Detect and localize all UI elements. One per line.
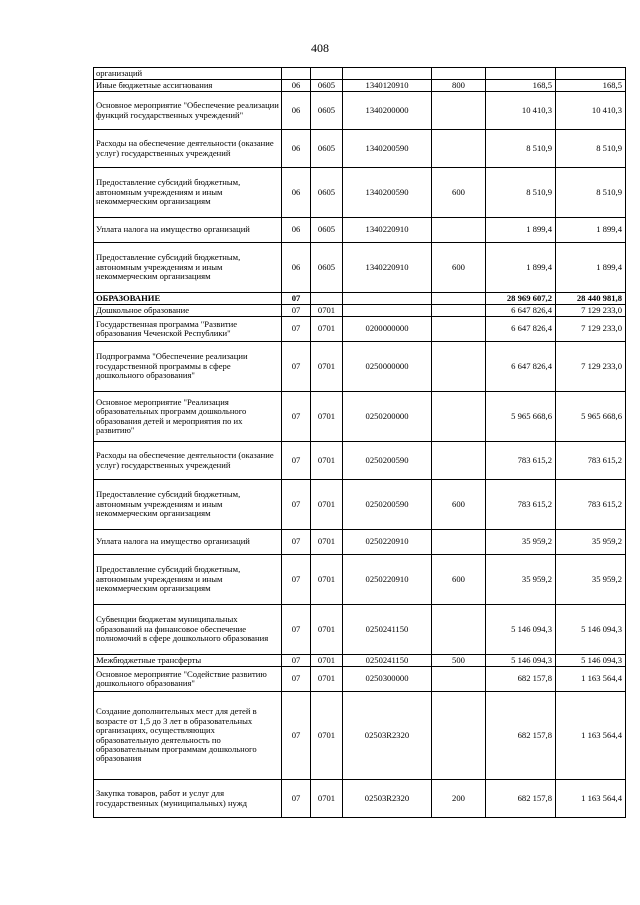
row-value-year1-cell: 682 157,8: [486, 692, 556, 780]
row-subsection-cell: 0701: [311, 605, 343, 655]
row-value-year2-cell: 1 899,4: [556, 243, 626, 293]
row-subsection-cell: 0701: [311, 667, 343, 692]
row-subsection-cell: 0701: [311, 780, 343, 818]
row-value-year2-cell: 1 163 564,4: [556, 692, 626, 780]
row-target-code-cell: [343, 68, 432, 80]
row-subsection-cell: 0701: [311, 342, 343, 392]
row-expense-type-cell: [432, 530, 486, 555]
table-row: [94, 168, 626, 218]
row-expense-type-cell: [432, 317, 486, 342]
row-value-year2-cell: 35 959,2: [556, 555, 626, 605]
row-target-code-cell: 02503R2320: [343, 692, 432, 780]
row-value-year2-cell: 7 129 233,0: [556, 317, 626, 342]
row-subsection-cell: 0701: [311, 480, 343, 530]
table-row: [94, 68, 626, 80]
row-section-cell: 06: [282, 243, 311, 293]
row-expense-type-cell: [432, 305, 486, 317]
row-name-cell: Расходы на обеспечение деятельности (оказание услуг) государственных учреждений: [94, 130, 282, 168]
row-target-code-cell: 1340120910: [343, 80, 432, 92]
row-expense-type-cell: [432, 218, 486, 243]
budget-table-body: [94, 68, 626, 818]
row-subsection-cell: 0605: [311, 80, 343, 92]
row-expense-type-cell: [432, 392, 486, 442]
row-name-cell: Создание дополнительных мест для детей в возрасте от 1,5 до 3 лет в образовательных организациях, осуществляющих образовательную деятельность по образовательным программам дошкольного образования: [94, 692, 282, 780]
row-value-year1-cell: [486, 68, 556, 80]
row-value-year1-cell: 28 969 607,2: [486, 293, 556, 305]
row-value-year2-cell: 35 959,2: [556, 530, 626, 555]
table-row: [94, 317, 626, 342]
row-value-year2-cell: 5 146 094,3: [556, 605, 626, 655]
table-row: [94, 667, 626, 692]
row-section-cell: 07: [282, 342, 311, 392]
row-name-cell: Уплата налога на имущество организаций: [94, 530, 282, 555]
row-expense-type-cell: 200: [432, 780, 486, 818]
row-value-year2-cell: 168,5: [556, 80, 626, 92]
row-section-cell: 07: [282, 317, 311, 342]
row-subsection-cell: 0701: [311, 317, 343, 342]
row-expense-type-cell: [432, 667, 486, 692]
row-name-cell: Основное мероприятие "Обеспечение реализации функций государственных учреждений": [94, 92, 282, 130]
row-section-cell: 07: [282, 392, 311, 442]
row-subsection-cell: 0605: [311, 168, 343, 218]
row-expense-type-cell: 600: [432, 480, 486, 530]
budget-table: [93, 67, 626, 818]
row-value-year2-cell: 1 163 564,4: [556, 780, 626, 818]
row-expense-type-cell: 800: [432, 80, 486, 92]
row-value-year2-cell: 28 440 981,8: [556, 293, 626, 305]
row-subsection-cell: 0605: [311, 130, 343, 168]
row-target-code-cell: 1340220910: [343, 218, 432, 243]
row-section-cell: 07: [282, 530, 311, 555]
row-expense-type-cell: [432, 605, 486, 655]
row-expense-type-cell: 600: [432, 243, 486, 293]
row-value-year1-cell: 1 899,4: [486, 218, 556, 243]
row-subsection-cell: 0701: [311, 305, 343, 317]
table-row: [94, 480, 626, 530]
row-name-cell: Уплата налога на имущество организаций: [94, 218, 282, 243]
row-value-year2-cell: [556, 68, 626, 80]
row-expense-type-cell: [432, 342, 486, 392]
row-expense-type-cell: 500: [432, 655, 486, 667]
table-row: [94, 218, 626, 243]
table-row: [94, 555, 626, 605]
row-name-cell: Расходы на обеспечение деятельности (оказание услуг) государственных учреждений: [94, 442, 282, 480]
row-expense-type-cell: [432, 92, 486, 130]
row-section-cell: 06: [282, 218, 311, 243]
table-row: [94, 293, 626, 305]
table-row: [94, 605, 626, 655]
row-target-code-cell: 02503R2320: [343, 780, 432, 818]
row-expense-type-cell: [432, 692, 486, 780]
row-name-cell: ОБРАЗОВАНИЕ: [94, 293, 282, 305]
row-section-cell: 07: [282, 555, 311, 605]
table-row: [94, 692, 626, 780]
row-target-code-cell: 0250241150: [343, 655, 432, 667]
row-section-cell: 07: [282, 780, 311, 818]
row-expense-type-cell: [432, 68, 486, 80]
row-section-cell: 07: [282, 655, 311, 667]
row-expense-type-cell: [432, 442, 486, 480]
row-section-cell: 07: [282, 480, 311, 530]
row-target-code-cell: [343, 293, 432, 305]
row-value-year2-cell: 8 510,9: [556, 168, 626, 218]
row-subsection-cell: 0701: [311, 442, 343, 480]
row-name-cell: Дошкольное образование: [94, 305, 282, 317]
row-value-year2-cell: 783 615,2: [556, 480, 626, 530]
table-row: [94, 130, 626, 168]
table-row: [94, 442, 626, 480]
row-name-cell: Подпрограмма "Обеспечение реализации государственной программы в сфере дошкольного образования": [94, 342, 282, 392]
row-value-year1-cell: 682 157,8: [486, 780, 556, 818]
row-value-year1-cell: 35 959,2: [486, 530, 556, 555]
row-name-cell: Основное мероприятие "Реализация образовательных программ дошкольного образования детей и мероприятия по их развитию": [94, 392, 282, 442]
row-target-code-cell: 0250241150: [343, 605, 432, 655]
row-section-cell: 07: [282, 293, 311, 305]
row-name-cell: Субвенции бюджетам муниципальных образований на финансовое обеспечение полномочий в сфере дошкольного образования: [94, 605, 282, 655]
row-name-cell: организаций: [94, 68, 282, 80]
row-target-code-cell: 1340200590: [343, 168, 432, 218]
row-value-year1-cell: 35 959,2: [486, 555, 556, 605]
row-subsection-cell: 0605: [311, 243, 343, 293]
row-subsection-cell: 0605: [311, 218, 343, 243]
row-section-cell: 07: [282, 305, 311, 317]
row-section-cell: 07: [282, 605, 311, 655]
row-section-cell: 07: [282, 442, 311, 480]
row-value-year1-cell: 8 510,9: [486, 168, 556, 218]
row-value-year1-cell: 682 157,8: [486, 667, 556, 692]
row-value-year1-cell: 5 965 668,6: [486, 392, 556, 442]
row-target-code-cell: 1340220910: [343, 243, 432, 293]
table-row: [94, 92, 626, 130]
row-target-code-cell: 0250000000: [343, 342, 432, 392]
row-section-cell: 06: [282, 130, 311, 168]
row-value-year1-cell: 5 146 094,3: [486, 655, 556, 667]
row-subsection-cell: [311, 293, 343, 305]
row-target-code-cell: [343, 305, 432, 317]
row-section-cell: 06: [282, 80, 311, 92]
row-expense-type-cell: [432, 293, 486, 305]
row-expense-type-cell: [432, 130, 486, 168]
row-subsection-cell: 0701: [311, 655, 343, 667]
row-value-year1-cell: 5 146 094,3: [486, 605, 556, 655]
row-value-year2-cell: 7 129 233,0: [556, 305, 626, 317]
row-target-code-cell: 0200000000: [343, 317, 432, 342]
row-target-code-cell: 0250300000: [343, 667, 432, 692]
row-target-code-cell: 0250200000: [343, 392, 432, 442]
row-expense-type-cell: 600: [432, 555, 486, 605]
row-subsection-cell: 0701: [311, 392, 343, 442]
row-target-code-cell: 0250220910: [343, 555, 432, 605]
row-target-code-cell: 0250200590: [343, 480, 432, 530]
row-value-year1-cell: 783 615,2: [486, 480, 556, 530]
row-name-cell: Предоставление субсидий бюджетным, автономным учреждениям и иным некоммерческим организациям: [94, 555, 282, 605]
table-row: [94, 780, 626, 818]
table-row: [94, 655, 626, 667]
table-row: [94, 392, 626, 442]
row-value-year1-cell: 6 647 826,4: [486, 317, 556, 342]
row-value-year1-cell: 10 410,3: [486, 92, 556, 130]
row-target-code-cell: 1340200000: [343, 92, 432, 130]
row-name-cell: Основное мероприятие "Содействие развитию дошкольного образования": [94, 667, 282, 692]
row-value-year2-cell: 1 163 564,4: [556, 667, 626, 692]
row-value-year2-cell: 10 410,3: [556, 92, 626, 130]
row-value-year2-cell: 5 965 668,6: [556, 392, 626, 442]
row-section-cell: 06: [282, 92, 311, 130]
row-value-year2-cell: 8 510,9: [556, 130, 626, 168]
table-row: [94, 80, 626, 92]
row-name-cell: Предоставление субсидий бюджетным, автономным учреждениям и иным некоммерческим организациям: [94, 243, 282, 293]
row-name-cell: Закупка товаров, работ и услуг для государственных (муниципальных) нужд: [94, 780, 282, 818]
row-name-cell: Межбюджетные трансферты: [94, 655, 282, 667]
table-row: [94, 530, 626, 555]
row-value-year2-cell: 783 615,2: [556, 442, 626, 480]
table-row: [94, 243, 626, 293]
row-value-year1-cell: 783 615,2: [486, 442, 556, 480]
row-target-code-cell: 0250200590: [343, 442, 432, 480]
row-name-cell: Государственная программа "Развитие образования Чеченской Республики": [94, 317, 282, 342]
row-name-cell: Предоставление субсидий бюджетным, автономным учреждениям и иным некоммерческим организациям: [94, 480, 282, 530]
row-name-cell: Предоставление субсидий бюджетным, автономным учреждениям и иным некоммерческим организациям: [94, 168, 282, 218]
page-number: 408: [311, 41, 329, 55]
row-subsection-cell: 0701: [311, 555, 343, 605]
row-value-year2-cell: 5 146 094,3: [556, 655, 626, 667]
row-expense-type-cell: 600: [432, 168, 486, 218]
row-value-year2-cell: 7 129 233,0: [556, 342, 626, 392]
row-subsection-cell: 0701: [311, 692, 343, 780]
row-subsection-cell: 0701: [311, 530, 343, 555]
row-value-year1-cell: 6 647 826,4: [486, 305, 556, 317]
table-row: [94, 305, 626, 317]
row-target-code-cell: 0250220910: [343, 530, 432, 555]
row-section-cell: 06: [282, 168, 311, 218]
row-value-year1-cell: 1 899,4: [486, 243, 556, 293]
row-section-cell: 07: [282, 692, 311, 780]
row-value-year1-cell: 168,5: [486, 80, 556, 92]
row-target-code-cell: 1340200590: [343, 130, 432, 168]
row-value-year2-cell: 1 899,4: [556, 218, 626, 243]
row-subsection-cell: 0605: [311, 92, 343, 130]
row-name-cell: Иные бюджетные ассигнования: [94, 80, 282, 92]
row-subsection-cell: [311, 68, 343, 80]
row-value-year1-cell: 6 647 826,4: [486, 342, 556, 392]
row-section-cell: [282, 68, 311, 80]
table-row: [94, 342, 626, 392]
row-section-cell: 07: [282, 667, 311, 692]
row-value-year1-cell: 8 510,9: [486, 130, 556, 168]
